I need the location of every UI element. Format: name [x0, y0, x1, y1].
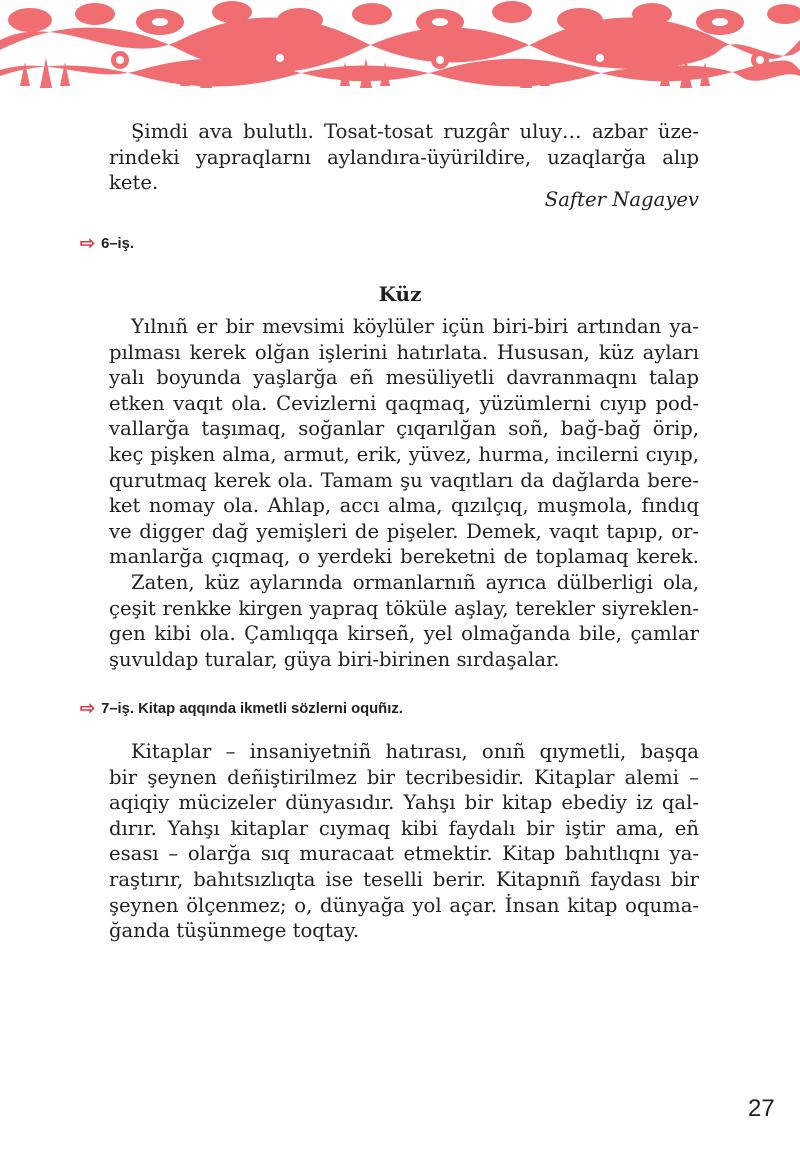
task-7-heading: [80, 697, 403, 718]
text-line: gen kibi ola. Çamlıqqa kirseñ, yel olmağanda bile, çamlar: [109, 622, 699, 646]
text-line: ket nomay ola. Ahlap, accı alma, qızılçıq, muşmola, fındıq: [109, 494, 699, 518]
quotes-passage: [109, 739, 699, 944]
text-line: Yılnıñ er bir mevsimi köylüler içün biri-biri artından ya-: [131, 315, 699, 338]
text-line: bir şeynen deñiştirilmez bir tecribesidir. Kitaplar alemi –: [109, 765, 699, 789]
text-line: qurutmaq kerek ola. Tamam şu vaqıtları da dağlarda bere-: [109, 468, 699, 492]
intro-passage: [109, 119, 699, 196]
text-line: pılması kerek olğan işlerini hatırlata. Hususan, küz ayları: [109, 340, 699, 364]
text-line: dırır. Yahşı kitaplar cıymaq kibi faydalı bir iştir ama, eñ: [109, 816, 699, 840]
text-line: esası – olarğa sıq muracaat etmektir. Kitap bahıtlıqnı ya-: [109, 842, 699, 866]
story-paragraph-2: [109, 570, 699, 672]
text-line: etken vaqıt ola. Cevizlerni qaqmaq, yüzümlerni cıyıp pod-: [109, 391, 699, 415]
task-6-heading: [80, 232, 134, 253]
text-line: şuvuldap turalar, güya biri-birinen sırdaşalar.: [109, 647, 560, 671]
author-signature: Safter Nagayev: [544, 188, 699, 211]
text-line: vallarğa taşımaq, soğanlar çıqarılğan soñ, bağ-bağ örip,: [109, 417, 699, 441]
floral-ornament-border: [0, 0, 800, 92]
story-title: Küz: [378, 282, 422, 306]
arrow-right-icon: ⇨: [80, 698, 96, 718]
text-line: yalı boyunda yaşlarğa eñ mesüliyetli davranmaqnı talap: [109, 366, 699, 390]
text-line: ve digger dağ yemişleri de pişeler. Demek, vaqıt tapıp, or-: [109, 519, 699, 543]
text-line: aqiqiy mücizeler dünyasıdır. Yahşı bir kitap ebediy iz qal-: [109, 791, 699, 815]
text-line: keç pişken alma, armut, erik, yüvez, hurma, incilerni cıyıp,: [109, 442, 699, 466]
text-line: rindeki yapraqlarnı aylandıra-üyürildire, uzaqlarğa alıp: [109, 145, 699, 169]
text-line: kete.: [109, 171, 159, 195]
task-label: 6–iş.: [101, 236, 135, 252]
story-paragraph-1: [109, 314, 699, 570]
text-line: Zaten, küz aylarında ormanlarnıñ ayrıca dülberligi ola,: [131, 571, 699, 594]
arrow-right-icon: ⇨: [80, 233, 96, 253]
text-line: Şimdi ava bulutlı. Tosat-tosat ruzgâr uluy… azbar üze-: [131, 120, 699, 143]
text-line: Kitaplar – insaniyetniñ hatırası, onıñ qıymetli, başqa: [131, 740, 699, 763]
text-line: şeynen ölçenmez; o, dünyağa yol açar. İnsan kitap oquma-: [109, 893, 699, 917]
text-line: manlarğa çıqmaq, o yerdeki bereketni de toplamaq kerek.: [109, 545, 699, 569]
text-line: raştırır, bahıtsızlıqta ise teselli berir. Kitapnıñ faydası bir: [109, 867, 699, 891]
page-number: 27: [748, 1095, 775, 1122]
text-line: ğanda tüşünmege toqtay.: [109, 919, 360, 943]
task-label: 7–iş. Kitap aqqında ikmetli sözlerni oquñız.: [101, 701, 403, 717]
text-line: çeşit renkke kirgen yapraq töküle aşlay, terekler siyreklen-: [109, 596, 699, 620]
